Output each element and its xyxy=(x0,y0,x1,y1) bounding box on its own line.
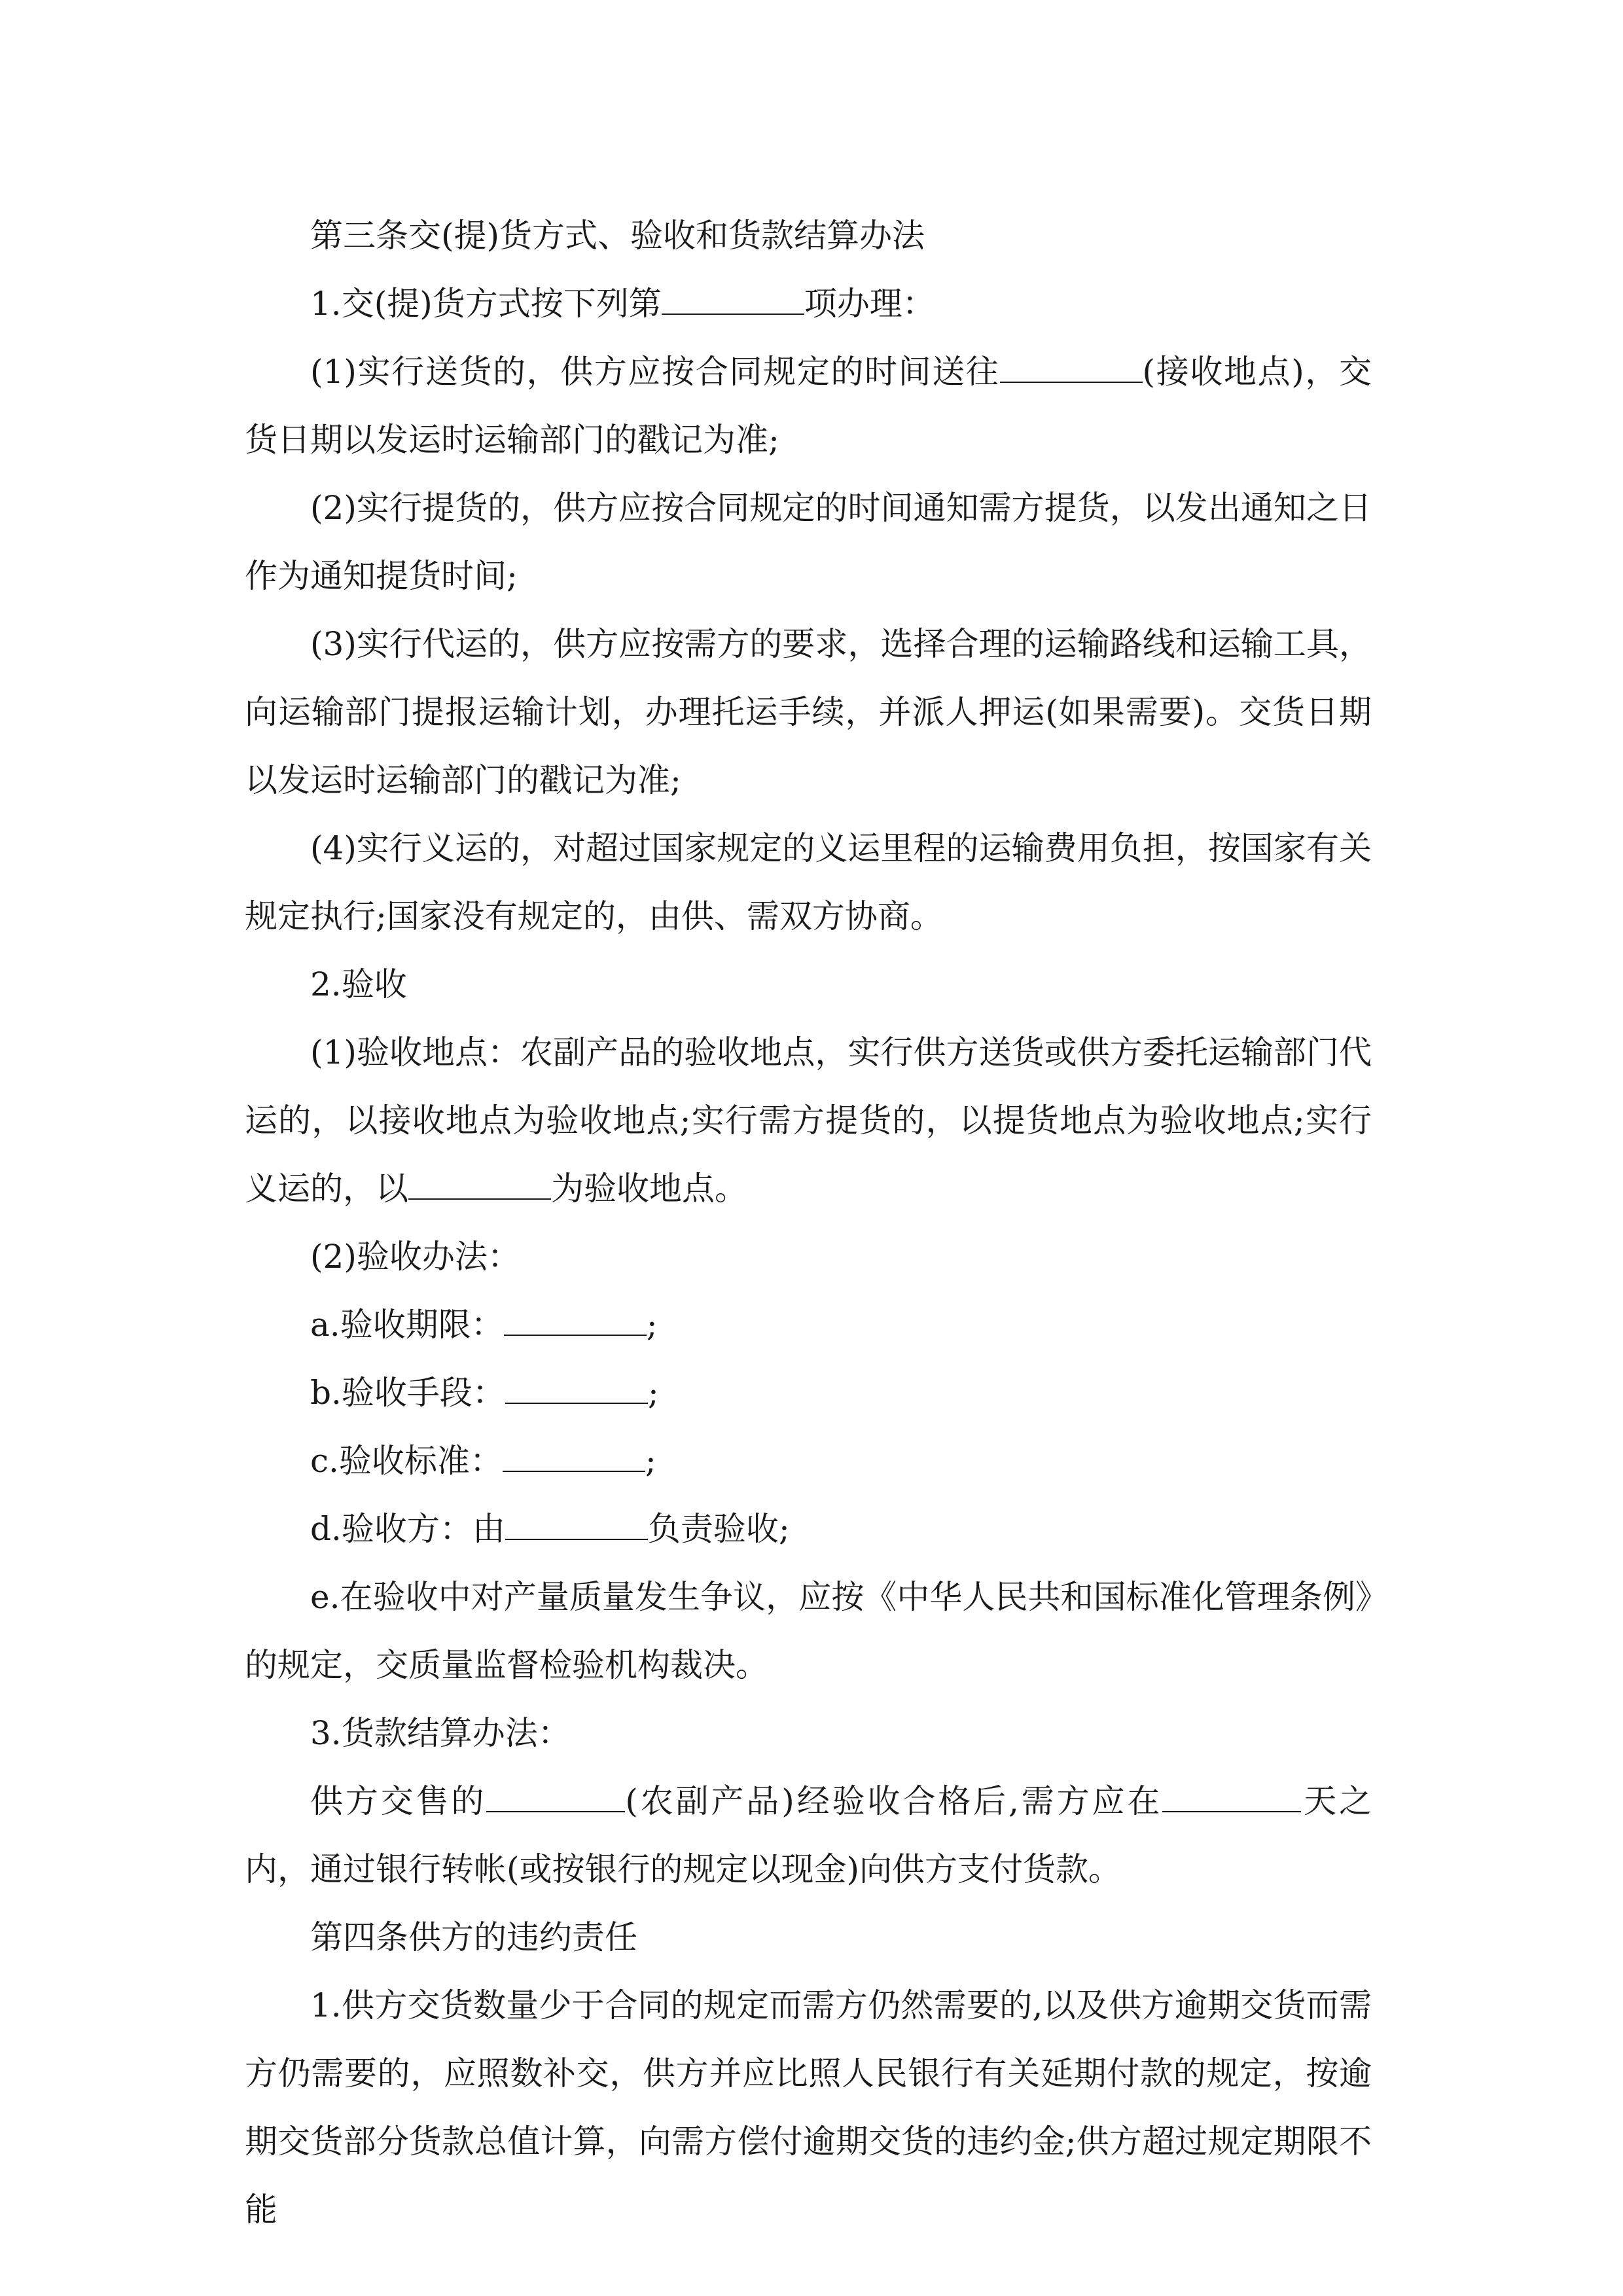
article3-heading: 第三条交(提)货方式、验收和货款结算办法 xyxy=(310,217,925,255)
payment-heading: 3.货款结算办法： xyxy=(310,1714,571,1752)
acceptance-means-blank xyxy=(505,1372,648,1404)
acceptance-dispute: e.在验收中对产量质量发生争议，应按《中华人民共和国标准化管理条例》的规定，交质量监督检验机构裁决。 xyxy=(245,1578,1372,1684)
acceptance-party: d.验收方：由 负责验收; xyxy=(310,1510,790,1548)
article4-heading: 第四条供方的违约责任 xyxy=(310,1918,637,1956)
breach-item-1: 1.供方交货数量少于合同的规定而需方仍然需要的,以及供方逾期交货而需方仍需要的，应照数补交，供方并应比照人民银行有关延期付款的规定，按逾期交货部分货款总值计算，向需方偿付逾期交货的违约金;供方超过规定期限不能 xyxy=(245,1986,1372,2229)
product-name-blank xyxy=(486,1781,625,1812)
payment-days-blank xyxy=(1162,1781,1301,1812)
acceptance-place-blank xyxy=(408,1168,551,1200)
payment-terms: 供方交售的 (农副产品)经验收合格后,需方应在 天之内，通过银行转帐(或按银行的规定以现金)向供方支付货款。 xyxy=(245,1782,1372,1888)
acceptance-method-heading: (2)验收办法： xyxy=(310,1238,520,1276)
delivery-option-blank xyxy=(662,283,804,315)
receiving-place-blank xyxy=(1000,351,1143,383)
acceptance-place: (1)验收地点：农副产品的验收地点，实行供方送货或供方委托运输部门代运的，以接收地点为验收地点;实行需方提货的，以提货地点为验收地点;实行义运的，以 为验收地点。 xyxy=(245,1033,1372,1208)
delivery-item-4: (4)实行义运的，对超过国家规定的义运里程的运输费用负担，按国家有关规定执行;国家没有规定的，由供、需双方协商。 xyxy=(245,829,1372,935)
delivery-item-2: (2)实行提货的，供方应按合同规定的时间通知需方提货，以发出通知之日作为通知提货时间; xyxy=(245,489,1372,595)
acceptance-heading: 2.验收 xyxy=(310,965,407,1003)
acceptance-standard-blank xyxy=(503,1441,645,1472)
document-body xyxy=(245,202,1372,2244)
acceptance-standard: c.验收标准： ; xyxy=(310,1442,656,1480)
delivery-item-1: (1)实行送货的，供方应按合同规定的时间送往 (接收地点)，交货日期以发运时运输部门的戳记为准; xyxy=(245,353,1372,459)
acceptance-party-blank xyxy=(505,1509,648,1540)
delivery-intro: 1.交(提)货方式按下列第 项办理： xyxy=(310,285,935,323)
delivery-item-3: (3)实行代运的，供方应按需方的要求，选择合理的运输路线和运输工具，向运输部门提报运输计划，办理托运手续，并派人押运(如果需要)。交货日期以发运时运输部门的戳记为准; xyxy=(245,625,1372,799)
acceptance-term-blank xyxy=(504,1304,647,1336)
acceptance-means: b.验收手段： ; xyxy=(310,1374,659,1412)
acceptance-term: a.验收期限： ; xyxy=(310,1306,658,1344)
